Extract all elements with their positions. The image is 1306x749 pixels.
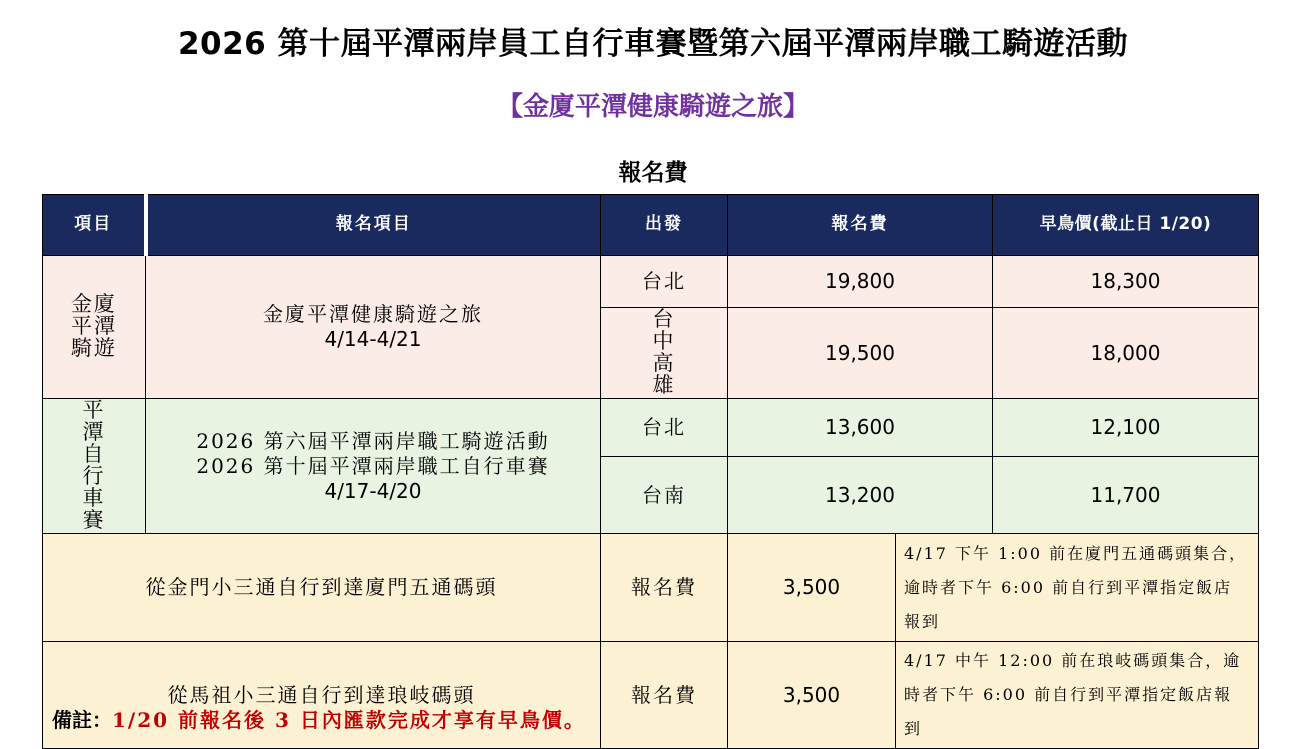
group1-name-cell (146, 256, 601, 399)
group1-early-2: 18,000 (993, 308, 1259, 399)
group2-early-1: 12,100 (993, 399, 1259, 457)
group1-fee-2: 19,500 (728, 308, 993, 399)
group2-fee-2: 13,200 (728, 457, 993, 534)
group2-line2: 2026 第十屆平潭兩岸職工自行車賽 (196, 453, 550, 478)
remark (52, 704, 586, 733)
extra2-note: 4/17 中午 12:00 前在琅岐碼頭集合，逾時者下午 6:00 前自行到平潭指定飯店報到 (896, 642, 1259, 749)
table-row (43, 399, 1259, 457)
remark-text: 1/20 前報名後 3 日內匯款完成才享有早鳥價。 (112, 708, 586, 732)
table-header-row (43, 195, 1259, 256)
header-early-bird: 早鳥價(截止日 1/20) (993, 195, 1259, 256)
group1-departure-2: 台中高雄 (601, 308, 728, 399)
group2-departure-1: 台北 (601, 399, 728, 457)
group1-category (43, 256, 146, 399)
extra2-route: 從馬祖小三通自行到達琅岐碼頭 (43, 642, 601, 749)
extra2-label: 報名費 (601, 642, 728, 749)
group2-category (43, 399, 146, 534)
extra1-route: 從金門小三通自行到達廈門五通碼頭 (43, 534, 601, 642)
group2-category-text: 平潭自行車賽 (82, 398, 106, 533)
group2-fee-1: 13,600 (728, 399, 993, 457)
header-fee: 報名費 (728, 195, 993, 256)
group2-dates: 4/17-4/20 (324, 478, 422, 503)
group1-early-1: 18,300 (993, 256, 1259, 308)
table-row (43, 534, 1259, 642)
group2-line1: 2026 第六屆平潭兩岸職工騎遊活動 (196, 428, 550, 453)
header-registration-item: 報名項目 (146, 195, 601, 256)
group2-name-cell (146, 399, 601, 534)
page-subtitle: 【金廈平潭健康騎遊之旅】 (496, 92, 809, 122)
extra1-fee: 3,500 (728, 534, 896, 642)
group1-category-text: 金廈平潭騎遊 (71, 292, 117, 361)
extra1-label: 報名費 (601, 534, 728, 642)
extra1-note: 4/17 下午 1:00 前在廈門五通碼頭集合，逾時者下午 6:00 前自行到平潭指定飯店報到 (896, 534, 1259, 642)
group1-dates: 4/14-4/21 (324, 327, 422, 352)
group2-departure-2: 台南 (601, 457, 728, 534)
fee-table (42, 194, 1259, 749)
page-title: 2026 第十屆平潭兩岸員工自行車賽暨第六屆平潭兩岸職工騎遊活動 (177, 26, 1129, 62)
remark-label: 備註： (52, 708, 112, 732)
header-departure: 出發 (601, 195, 728, 256)
group2-early-2: 11,700 (993, 457, 1259, 534)
group1-departure-1: 台北 (601, 256, 728, 308)
extra2-fee: 3,500 (728, 642, 896, 749)
group1-name: 金廈平潭健康騎遊之旅 (263, 302, 483, 327)
table-caption: 報名費 (618, 160, 688, 186)
table-row (43, 256, 1259, 308)
header-item: 項目 (43, 195, 146, 256)
group1-fee-1: 19,800 (728, 256, 993, 308)
